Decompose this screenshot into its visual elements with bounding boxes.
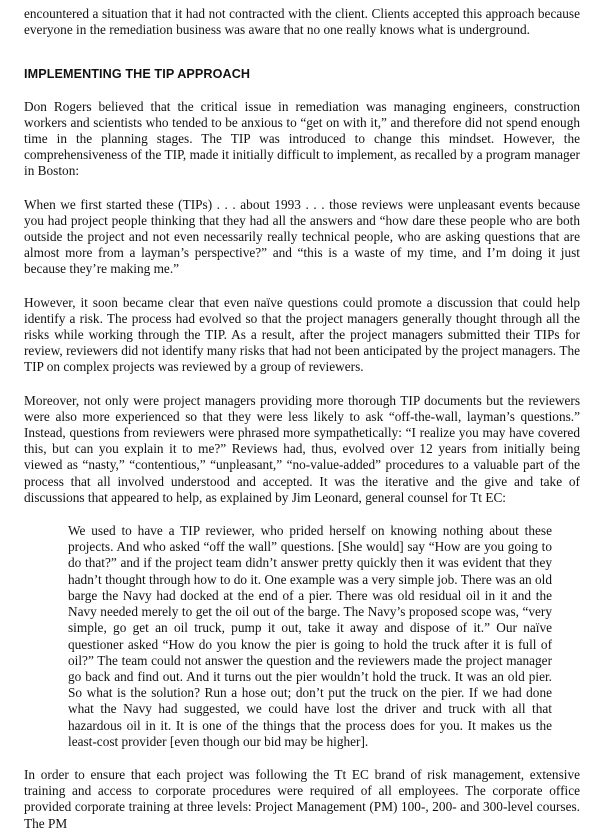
paragraph-intro: Don Rogers believed that the critical issue in remediation was managing engineers, construction workers and scientists who tended to be anxious to “get on with it,” and therefore did not spend enough time in the planning stages. The TIP was introduced to change this mindset. However, the comprehensiveness of the TIP, made it initially difficult to implement, as recalled by a program manager in Boston: <box>24 98 580 179</box>
paragraph-continued: encountered a situation that it had not contracted with the client. Clients accepted this approach because everyone in the remediation business was aware that no one really knows what is underground. <box>24 6 580 38</box>
block-quote: We used to have a TIP reviewer, who prided herself on knowing nothing about these projects. And who asked “off the wall” questions. [She would] say “How are you going to do that?” and if the project team didn’t answer pretty quickly then it was evident that they hadn’t thought through how to do it. One example was a very simple job. There was an old barge the Navy had docked at the end of a pier. There was old residual oil in it and the Navy needed merely to get the oil out of the barge. The Navy’s proposed scope was, “very simple, go get an oil truck, pump it out, take it away and dispose of it.” Our naïve questioner asked “How do you know the pier is going to hold the truck after it is full of oil?” The team could not answer the question and the reviewers made the project manager go back and find out. And it turns out the pier wouldn’t hold the truck. It was an old pier. So what is the solution? Run a hose out; don’t put the truck on the pier. If we had done what the Navy had suggested, we could have lost the driver and truck with all that hazardous oil in it. It is one of the things that the process does for you. It makes us the least-cost provider [even though our bid may be higher]. <box>68 523 552 749</box>
paragraph-training: In order to ensure that each project was following the Tt EC brand of risk management, extensive training and access to corporate procedures were required of all employees. The corporate office provided corporate training at three levels: Project Management (PM) 100-, 200- and 300-level courses. The PM <box>24 766 580 831</box>
paragraph-program-manager-quote: When we first started these (TIPs) . . . about 1993 . . . those reviews were unpleasant events because you had project people thinking that they had all the answers and “how dare these people who are both outside the project and not even necessarily really technical people, who are asking questions that are almost more from a layman’s perspective?” and “this is a waste of my time, and I’m doing it just because they’re making me.” <box>24 196 580 277</box>
section-heading: IMPLEMENTING THE TIP APPROACH <box>24 67 251 82</box>
paragraph-naive-questions: However, it soon became clear that even naïve questions could promote a discussion that could help identify a risk. The process had evolved so that the project managers generally thought through all the risks while working through the TIP. As a result, after the project managers submitted their TIPs for review, reviewers did not identify many risks that had not been anticipated by the project managers. The TIP on complex projects was reviewed by a group of reviewers. <box>24 294 580 375</box>
paragraph-reviewers: Moreover, not only were project managers providing more thorough TIP documents but the reviewers were also more experienced so that they were less likely to ask “off-the-wall, layman’s questions.” Instead, questions from reviewers were phrased more sympathetically: “I realize you may have covered this, but can you explain it to me?” Reviews had, thus, evolved over 12 years from initially being viewed as “nasty,” “contentious,” “unpleasant,” “no-value-added” procedures to a valuable part of the process that all involved understood and accepted. It was the iterative and the give and take of discussions that appeared to help, as explained by Jim Leonard, general counsel for Tt EC: <box>24 392 580 505</box>
